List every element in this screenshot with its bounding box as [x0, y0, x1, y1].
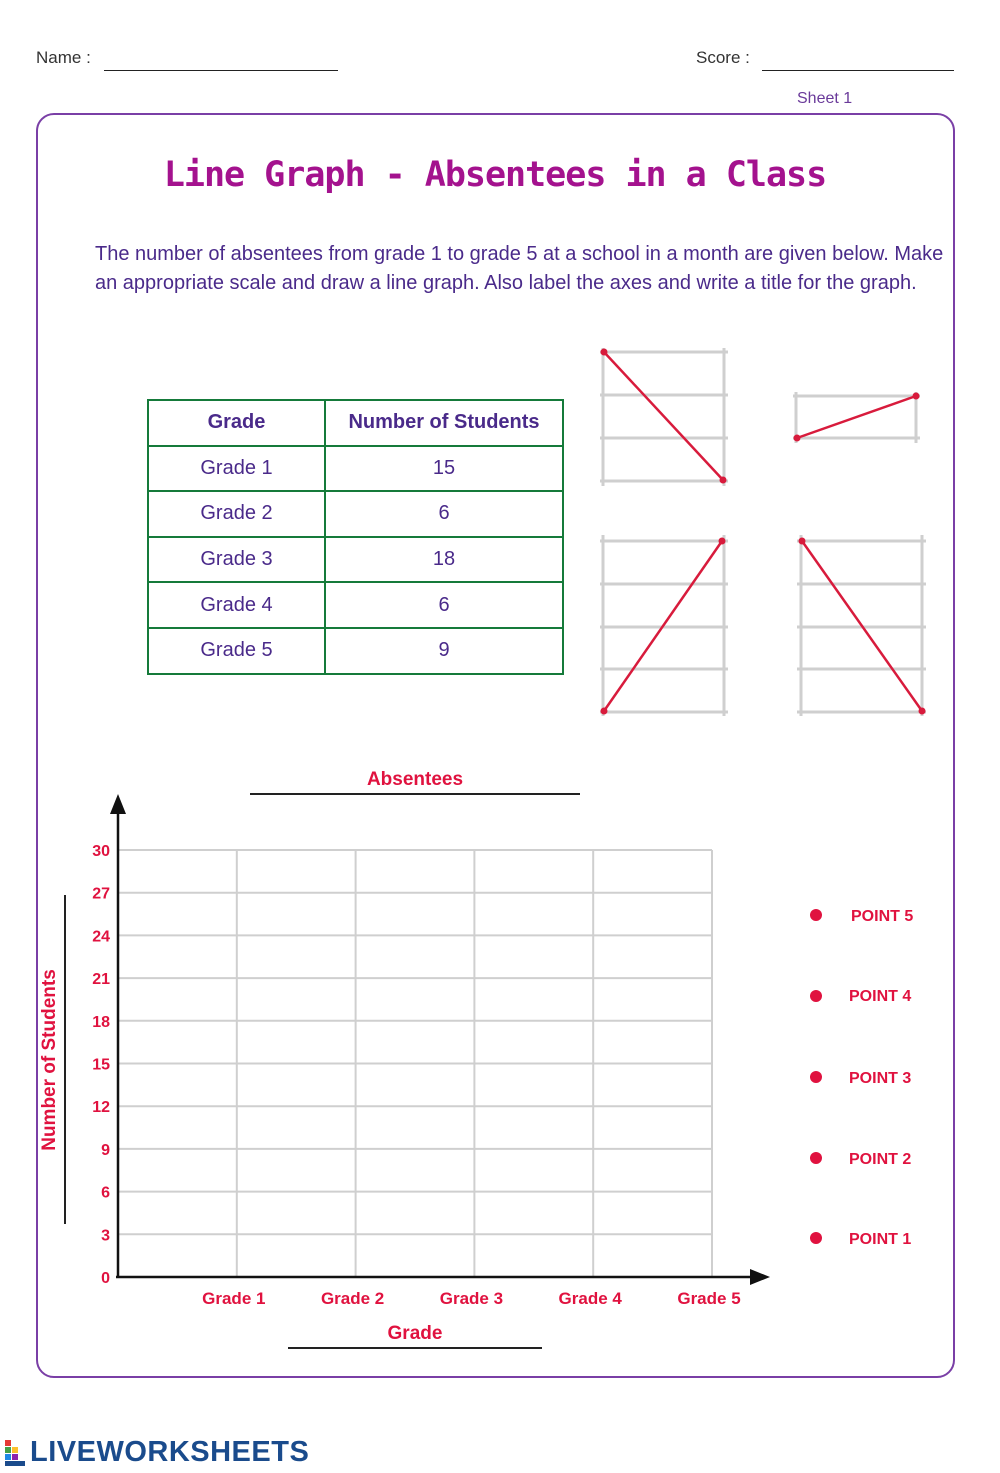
y-tick-label: 12 [92, 1099, 110, 1117]
point-dot-icon[interactable] [810, 1152, 822, 1164]
x-axis-label-answer[interactable]: Grade [387, 1323, 443, 1344]
point-dot-icon[interactable] [810, 990, 822, 1002]
logo-text: LIVEWORKSHEETS [30, 1436, 310, 1468]
y-axis-label-answer[interactable]: Number of Students [39, 969, 60, 1151]
table-cell-count: 6 [325, 491, 563, 537]
segment-option-3[interactable] [600, 535, 728, 716]
point-dot-icon[interactable] [810, 1232, 822, 1244]
x-tick-label: Grade 2 [320, 1289, 385, 1308]
point-label: POINT 1 [849, 1231, 912, 1248]
table-cell-grade: Grade 1 [148, 446, 325, 492]
segment-option-4[interactable] [797, 535, 926, 716]
point-label: POINT 3 [849, 1070, 912, 1087]
point-3[interactable] [810, 1070, 911, 1087]
point-5[interactable] [810, 908, 913, 925]
y-tick-label: 6 [101, 1184, 110, 1202]
table-cell-grade: Grade 2 [148, 491, 325, 537]
page-title: Line Graph - Absentees in a Class [163, 155, 827, 195]
point-label: POINT 2 [849, 1151, 912, 1168]
segment-option-1[interactable] [600, 348, 728, 486]
x-tick-label: Grade 1 [202, 1289, 266, 1308]
y-tick-label: 30 [92, 843, 110, 860]
x-axis-arrow-icon [750, 1269, 770, 1285]
y-tick-label: 0 [101, 1270, 110, 1287]
point-4[interactable] [810, 988, 911, 1005]
table-cell-count: 18 [325, 537, 563, 583]
y-tick-label: 9 [101, 1141, 110, 1159]
point-2[interactable] [810, 1151, 911, 1168]
table-cell-grade: Grade 3 [148, 537, 325, 583]
y-tick-label: 27 [92, 885, 110, 903]
table-cell-count: 6 [325, 582, 563, 628]
y-tick-label: 24 [92, 928, 110, 946]
logo-icon [4, 1438, 30, 1468]
graph-title-answer[interactable]: Absentees [366, 769, 464, 790]
graph-grid [118, 850, 712, 1277]
y-tick-label: 21 [92, 971, 110, 989]
point-1[interactable] [810, 1231, 911, 1248]
y-tick-label: 15 [92, 1056, 110, 1074]
y-axis-ticks [92, 843, 110, 1287]
x-axis-ticks [202, 1289, 741, 1308]
point-label: POINT 5 [851, 908, 914, 925]
table-cell-grade: Grade 5 [148, 628, 325, 674]
table-cell-count: 15 [325, 446, 563, 492]
x-tick-label: Grade 4 [558, 1289, 622, 1308]
y-tick-label: 3 [101, 1227, 110, 1245]
table-header-grade: Grade [148, 400, 325, 446]
table-cell-count: 9 [325, 628, 563, 674]
instructions-text: The number of absentees from grade 1 to grade 5 at a school in a month are given below. Make an appropriate scale and draw a line graph. Also label the axes and write a title for the graph. [95, 243, 944, 294]
name-label: Name : [36, 48, 91, 67]
liveworksheets-logo[interactable] [4, 1436, 309, 1469]
sheet-label: Sheet 1 [797, 90, 853, 107]
score-label: Score : [696, 48, 750, 67]
point-dot-icon[interactable] [810, 909, 822, 921]
y-axis-arrow-icon [110, 794, 126, 814]
table-cell-grade: Grade 4 [148, 582, 325, 628]
y-tick-label: 18 [92, 1013, 110, 1031]
point-dot-icon[interactable] [810, 1071, 822, 1083]
table-header-students: Number of Students [325, 400, 563, 446]
x-tick-label: Grade 3 [439, 1289, 504, 1308]
x-tick-label: Grade 5 [677, 1289, 741, 1308]
point-label: POINT 4 [849, 988, 912, 1005]
segment-option-2[interactable] [793, 392, 920, 443]
